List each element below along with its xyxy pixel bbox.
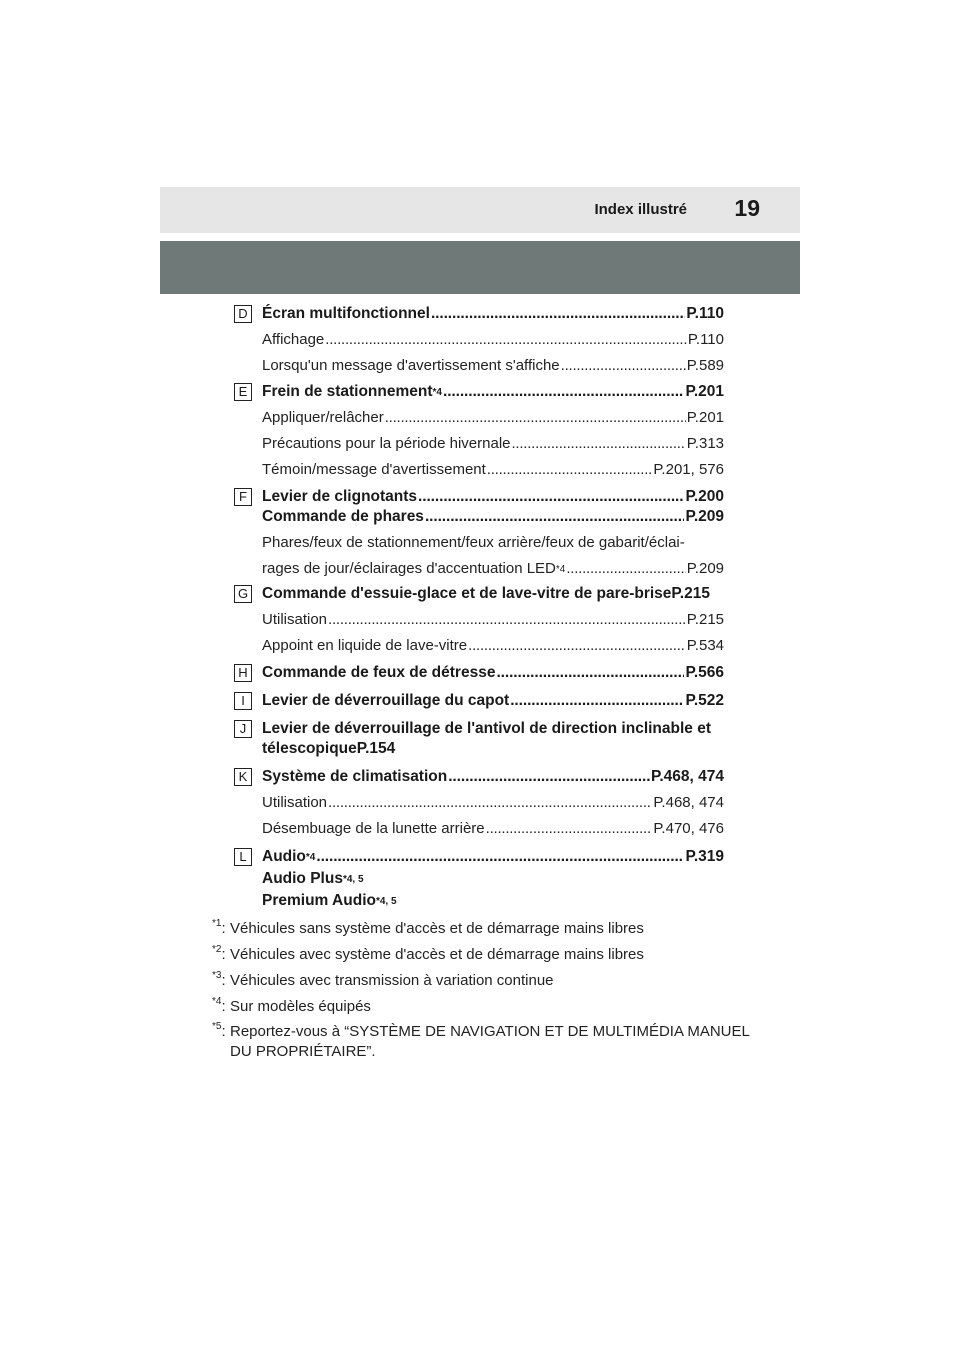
- entry-label: Frein de stationnement: [262, 383, 433, 400]
- section-letter-d: D: [234, 305, 252, 323]
- index-subitem: [262, 610, 724, 630]
- index-heading: [262, 507, 724, 527]
- footnote-text: Véhicules avec système d'accès et de démarrage mains libres: [230, 946, 644, 963]
- leader-dots: [431, 304, 685, 324]
- leader-dots: [512, 434, 686, 454]
- leader-dots: [510, 691, 684, 711]
- section-letter-l: L: [234, 848, 252, 866]
- footnote: [212, 1022, 752, 1062]
- footnote: [212, 997, 752, 1017]
- leader-dots: [328, 610, 686, 630]
- section-letter-k: K: [234, 768, 252, 786]
- leader-dots: [561, 356, 686, 376]
- page-reference[interactable]: P.110: [687, 331, 724, 348]
- footnote-mark-number: *4: [212, 996, 222, 1007]
- footnote-mark-number: *1: [212, 918, 222, 929]
- footnote: [212, 945, 752, 965]
- leader-dots: [496, 663, 684, 683]
- page-reference[interactable]: P.470, 476: [653, 820, 724, 837]
- footnote-mark: $^{*4}$:: [212, 996, 226, 1015]
- footnote-text: Sur modèles équipés: [230, 998, 371, 1015]
- index-entry: [262, 304, 724, 376]
- page-reference[interactable]: P.589: [686, 357, 724, 374]
- index-entry: [262, 847, 724, 911]
- entry-label: Commande d'essuie-glace et de lave-vitre de pare-briseP.215: [262, 585, 710, 602]
- index-heading: [262, 584, 724, 604]
- entry-label: télescopiqueP.154: [262, 740, 396, 757]
- section-letter-j: J: [234, 720, 252, 738]
- entry-label: Lorsqu'un message d'avertissement s'affiche: [262, 357, 560, 374]
- index-heading: [262, 739, 724, 759]
- index-entry: [262, 584, 724, 656]
- index-heading: Audio $^{*4}$ . . . P.319: [262, 847, 724, 867]
- entry-label: Écran multifonctionnel: [262, 305, 430, 322]
- footnote-mark-number: *2: [212, 944, 222, 955]
- section-letter-h: H: [234, 664, 252, 682]
- page-title: Index illustré: [594, 201, 687, 218]
- page-reference[interactable]: P.468, 474: [651, 768, 724, 785]
- page-reference[interactable]: P.200: [685, 488, 724, 505]
- leader-dots: [487, 460, 653, 480]
- index-subitem: [262, 408, 724, 428]
- index-subitem: [262, 356, 724, 376]
- footnote-mark: $^{*1}$:: [212, 918, 226, 937]
- index-subitem: [262, 636, 724, 656]
- entry-label: Levier de déverrouillage du capot: [262, 692, 510, 709]
- header-band: [160, 241, 800, 294]
- page-reference[interactable]: P.522: [685, 692, 724, 709]
- index-entry: [262, 767, 724, 839]
- leader-dots: [316, 847, 684, 867]
- index-subitem: rages de jour/éclairages d'accentuation LED $^{*4}$ . . . P.209: [262, 559, 724, 579]
- footnote-mark: $^{*3}$:: [212, 970, 226, 989]
- leader-dots: [385, 408, 686, 428]
- page-reference[interactable]: P.319: [685, 848, 724, 865]
- leader-dots: [425, 507, 685, 527]
- entry-label: Affichage: [262, 331, 325, 348]
- leader-dots: [486, 819, 653, 839]
- entry-label: Audio Plus: [262, 870, 343, 887]
- leader-dots: [566, 559, 685, 579]
- footnote-text: Véhicules sans système d'accès et de démarrage mains libres: [230, 920, 644, 937]
- index-subitem: [262, 793, 724, 813]
- leader-dots: [325, 330, 687, 350]
- index-heading: Premium Audio $^{*4, 5}$: [262, 892, 397, 909]
- entry-label: Précautions pour la période hivernale: [262, 435, 511, 452]
- index-subitem: [262, 819, 724, 839]
- entry-label: Désembuage de la lunette arrière: [262, 820, 485, 837]
- section-letter-f: F: [234, 488, 252, 506]
- page-reference[interactable]: P.209: [686, 560, 724, 577]
- index-heading: Audio Plus $^{*4, 5}$: [262, 870, 364, 887]
- entry-label: Appliquer/relâcher: [262, 409, 384, 426]
- footnote-mark: $^{*2}$:: [212, 944, 226, 963]
- entry-label: Levier de déverrouillage de l'antivol de direction inclinable et: [262, 720, 712, 737]
- index-subitem: [262, 533, 724, 553]
- header-bar: [160, 187, 800, 233]
- page-reference[interactable]: P.215: [686, 611, 724, 628]
- entry-label: Utilisation: [262, 794, 328, 811]
- leader-dots: [418, 487, 684, 507]
- leader-dots: [448, 767, 650, 787]
- index-entry: [262, 487, 724, 579]
- page-reference[interactable]: P.468, 474: [653, 794, 724, 811]
- index-heading: [262, 304, 724, 324]
- entry-label: Phares/feux de stationnement/feux arrière/feux de gabarit/éclai-: [262, 534, 685, 551]
- entry-label: Audio: [262, 848, 306, 865]
- index-subitem: [262, 460, 724, 480]
- entry-label: Premium Audio: [262, 892, 376, 909]
- leader-dots: [468, 636, 686, 656]
- page-reference[interactable]: P.201: [686, 409, 724, 426]
- index-heading: Frein de stationnement $^{*4}$ . . . P.201: [262, 382, 724, 402]
- index-entry: [262, 719, 724, 759]
- section-letter-i: I: [234, 692, 252, 710]
- entry-label: Appoint en liquide de lave-vitre: [262, 637, 468, 654]
- index-subitem: [262, 434, 724, 454]
- footnote-mark-number: *5: [212, 1021, 222, 1032]
- page-reference[interactable]: P.313: [686, 435, 724, 452]
- index-heading: [262, 663, 724, 683]
- footnote-text: Reportez-vous à “SYSTÈME DE NAVIGATION ET DE MULTIMÉDIA MANUEL DU PROPRIÉTAIRE”.: [230, 1023, 750, 1060]
- footnote: [212, 971, 752, 991]
- footnote-mark-number: *3: [212, 970, 222, 981]
- index-entry: [262, 663, 724, 683]
- index-entry: [262, 382, 724, 480]
- page-reference[interactable]: P.534: [686, 637, 724, 654]
- index-heading: [262, 767, 724, 787]
- index-entry: [262, 691, 724, 711]
- entry-label: Système de climatisation: [262, 768, 448, 785]
- entry-label: Levier de clignotants: [262, 488, 418, 505]
- index-subitem: [262, 330, 724, 350]
- footnote: [212, 919, 752, 939]
- page-reference[interactable]: P.201, 576: [653, 461, 724, 478]
- page-reference[interactable]: P.209: [685, 508, 724, 525]
- footnote-mark: $^{*5}$:: [212, 1021, 226, 1040]
- index-heading: [262, 691, 724, 711]
- entry-label: Utilisation: [262, 611, 328, 628]
- page-reference[interactable]: P.566: [685, 664, 724, 681]
- page-reference[interactable]: P.201: [685, 383, 724, 400]
- leader-dots: [443, 382, 685, 402]
- entry-label: rages de jour/éclairages d'accentuation LED: [262, 560, 556, 577]
- section-letter-g: G: [234, 585, 252, 603]
- leader-dots: [328, 793, 652, 813]
- entry-label: Témoin/message d'avertissement: [262, 461, 486, 478]
- section-letter-e: E: [234, 383, 252, 401]
- footnote-text: Véhicules avec transmission à variation continue: [230, 972, 554, 989]
- page-number: 19: [734, 195, 760, 221]
- entry-label: Commande de phares: [262, 508, 424, 525]
- entry-label: Commande de feux de détresse: [262, 664, 496, 681]
- page-reference[interactable]: P.110: [686, 305, 724, 322]
- index-heading: [262, 719, 724, 739]
- index-heading: [262, 487, 724, 507]
